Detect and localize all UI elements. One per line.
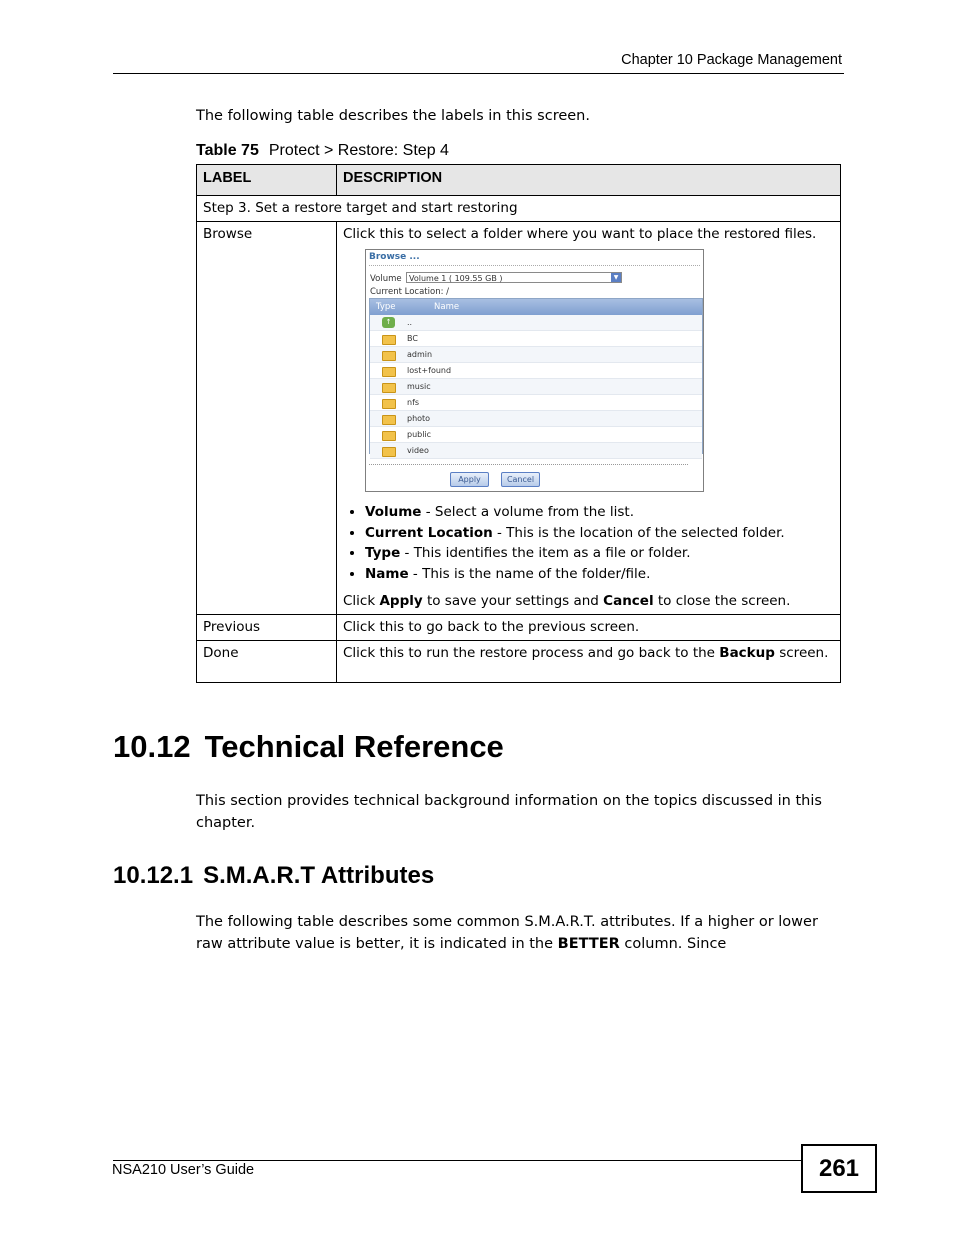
folder-name: music <box>407 382 431 391</box>
table-row <box>197 196 841 222</box>
subsection-text <box>196 911 846 955</box>
volume-label: Volume <box>370 274 402 284</box>
bullet-text: - This identifies the item as a file or folder. <box>400 545 691 561</box>
folder-up-icon: ↑ <box>382 317 395 328</box>
note-text: Click <box>343 593 380 609</box>
done-text: Click this to run the restore process and go back to the <box>343 645 720 661</box>
label-done: Done <box>197 641 337 683</box>
done-bold: Backup <box>719 645 775 661</box>
intro-text: The following table describes the labels in this screen. <box>196 108 590 124</box>
folder-icon <box>382 415 396 425</box>
section-text: This section provides technical background information on the topics discussed in this chapter. <box>196 793 822 831</box>
folder-name: lost+found <box>407 366 452 375</box>
cancel-button: Cancel <box>501 472 540 487</box>
volume-select <box>406 272 622 283</box>
page-number: 261 <box>801 1144 877 1193</box>
bullet-term: Current Location <box>365 524 493 541</box>
folder-icon <box>382 351 396 361</box>
subsection-text-part: The following table describes some common S.M.A.R.T. attributes. If a higher or lower raw attribute value is better, it is indicated in the <box>196 914 818 952</box>
volume-value: Volume 1 ( 109.55 GB ) <box>409 274 503 283</box>
note-apply: Apply <box>379 593 423 609</box>
dialog-divider <box>369 464 688 465</box>
subsection-text-part: column. Since <box>619 936 727 952</box>
folder-name: public <box>407 430 432 439</box>
table-caption-number: Table 75 <box>196 142 259 159</box>
folder-grid <box>369 298 703 454</box>
note-text: to close the screen. <box>653 593 791 609</box>
col-type: Type <box>376 302 396 312</box>
browse-dialog-screenshot <box>365 249 704 492</box>
section-title: Technical Reference <box>204 729 504 764</box>
list-item <box>370 395 702 411</box>
bullet-text: - This is the name of the folder/file. <box>408 565 651 582</box>
folder-name: video <box>407 446 429 455</box>
list-item <box>365 543 834 564</box>
subsection-title: S.M.A.R.T Attributes <box>203 862 435 889</box>
list-item <box>370 443 702 459</box>
folder-icon <box>382 399 396 409</box>
folder-icon <box>382 383 396 393</box>
list-item <box>370 347 702 363</box>
apply-button: Apply <box>450 472 489 487</box>
list-item <box>370 331 702 347</box>
dialog-title-rule <box>369 265 700 266</box>
folder-icon <box>382 431 396 441</box>
list-item <box>370 427 702 443</box>
folder-name: photo <box>407 414 431 423</box>
table-caption-title: Protect > Restore: Step 4 <box>268 142 449 159</box>
description-browse <box>337 222 841 615</box>
up-entry: .. <box>407 318 413 327</box>
subsection-number: 10.12.1 <box>113 862 194 889</box>
note-text: to save your settings and <box>422 593 604 609</box>
list-item <box>370 411 702 427</box>
section-number: 10.12 <box>113 729 191 764</box>
header-label: LABEL <box>197 165 337 196</box>
section-heading <box>113 729 504 765</box>
grid-header <box>370 299 702 315</box>
table-header-row <box>197 165 841 196</box>
dialog-title: Browse ... <box>369 252 420 262</box>
folder-name: admin <box>407 350 433 359</box>
note-cancel: Cancel <box>603 593 654 609</box>
list-item <box>365 502 834 523</box>
list-item <box>370 315 702 331</box>
grid-rows <box>370 315 702 459</box>
label-browse: Browse <box>197 222 337 615</box>
done-text: screen. <box>774 645 829 661</box>
col-name: Name <box>434 302 460 312</box>
list-item <box>370 379 702 395</box>
bullet-term: Volume <box>365 504 422 520</box>
bullet-term: Name <box>365 565 409 582</box>
label-previous: Previous <box>197 615 337 641</box>
apply-cancel-note <box>343 593 834 609</box>
table-row <box>197 641 841 683</box>
labels-table <box>196 164 841 683</box>
folder-icon <box>382 335 396 345</box>
list-item <box>370 363 702 379</box>
header-description: DESCRIPTION <box>337 165 841 196</box>
chevron-down-icon: ▼ <box>611 273 621 282</box>
footer-rule <box>113 1160 802 1161</box>
bullet-text: - Select a volume from the list. <box>421 504 634 520</box>
folder-icon <box>382 447 396 457</box>
folder-name: nfs <box>407 398 420 407</box>
description-done <box>337 641 841 683</box>
footer-guide: NSA210 User’s Guide <box>112 1162 255 1178</box>
current-location: Current Location: / <box>370 287 450 297</box>
header-rule <box>113 73 844 74</box>
table-row <box>197 222 841 615</box>
section-row: Step 3. Set a restore target and start restoring <box>197 196 841 222</box>
chapter-header: Chapter 10 Package Management <box>621 52 842 68</box>
list-item <box>365 523 834 544</box>
field-list <box>343 502 834 584</box>
bullet-term: Type <box>365 545 401 561</box>
folder-icon <box>382 367 396 377</box>
subsection-text-bold: BETTER <box>557 936 620 952</box>
browse-description-text: Click this to select a folder where you want to place the restored files. <box>343 226 817 242</box>
folder-name: BC <box>407 334 418 343</box>
list-item <box>365 564 834 585</box>
table-row <box>197 615 841 641</box>
table-caption <box>196 142 449 160</box>
bullet-text: - This is the location of the selected folder. <box>492 524 785 541</box>
subsection-heading <box>113 862 434 890</box>
description-previous: Click this to go back to the previous screen. <box>337 615 841 641</box>
